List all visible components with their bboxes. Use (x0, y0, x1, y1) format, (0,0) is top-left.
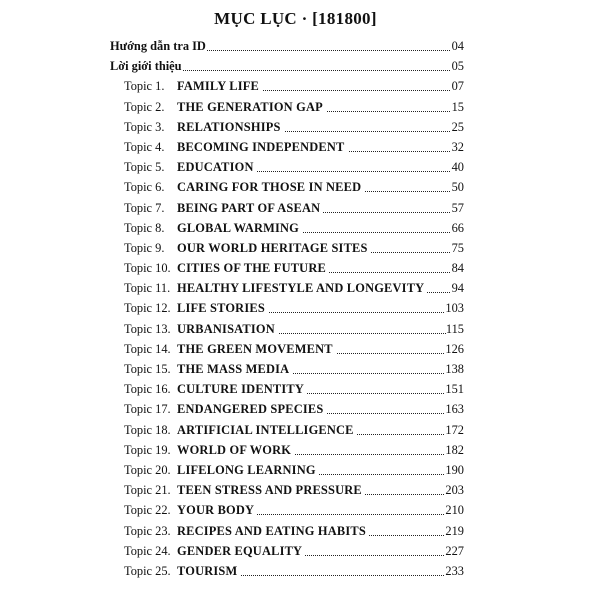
toc-entry-topic[interactable] (0, 278, 591, 298)
toc-entry-topic[interactable] (0, 460, 591, 480)
toc-entry-topic[interactable] (0, 76, 591, 96)
entry-page-number: 190 (445, 460, 464, 480)
entry-page-number: 138 (445, 359, 464, 379)
dot-leader (180, 50, 450, 51)
topic-number: Topic 16. (124, 382, 171, 397)
intro-list (0, 36, 591, 76)
topic-number: Topic 17. (124, 402, 171, 417)
entry-page-number: 05 (452, 56, 464, 76)
toc-entry-topic[interactable] (0, 117, 591, 137)
dot-leader (180, 70, 450, 71)
toc-entry-topic[interactable] (0, 298, 591, 318)
topic-number: Topic 11. (124, 281, 171, 296)
topic-title: ARTIFICIAL INTELLIGENCE (177, 420, 357, 440)
toc-entry-topic[interactable] (0, 339, 591, 359)
toc-entry-topic[interactable] (0, 399, 591, 419)
entry-label: Hướng dẫn tra ID (110, 36, 206, 56)
toc-entry-topic[interactable] (0, 561, 591, 581)
topic-number: Topic 5. (124, 160, 165, 175)
toc-entry-topic[interactable] (0, 420, 591, 440)
topic-number: Topic 19. (124, 442, 171, 457)
topic-number: Topic 12. (124, 301, 171, 316)
entry-page-number: 163 (445, 399, 464, 419)
entry-page-number: 75 (452, 238, 464, 258)
topic-list (0, 76, 591, 581)
entry-page-number: 66 (452, 218, 464, 238)
toc-entry-topic[interactable] (0, 480, 591, 500)
toc-entry-topic[interactable] (0, 359, 591, 379)
page-title: MỤC LỤC · [181800] (214, 9, 377, 28)
entry-page-number: 203 (445, 480, 464, 500)
topic-title: CULTURE IDENTITY (177, 379, 307, 399)
entry-page-number: 210 (445, 500, 464, 520)
topic-title: THE GENERATION GAP (177, 97, 326, 117)
entry-page-number: 151 (445, 379, 464, 399)
topic-title: CARING FOR THOSE IN NEED (177, 177, 364, 197)
topic-number: Topic 25. (124, 563, 171, 578)
toc-entry-guide[interactable] (0, 36, 591, 56)
topic-title: EDUCATION (177, 157, 257, 177)
topic-number: Topic 15. (124, 362, 171, 376)
topic-title: FAMILY LIFE (177, 76, 262, 96)
toc-entry-topic[interactable] (0, 521, 591, 541)
topic-number: Topic 20. (124, 462, 171, 477)
toc-entry-topic[interactable] (0, 137, 591, 157)
entry-page-number: 07 (452, 76, 464, 96)
entry-page-number: 115 (446, 319, 464, 339)
toc-entry-topic[interactable] (0, 541, 591, 561)
topic-number: Topic 21. (124, 483, 171, 498)
topic-title: WORLD OF WORK (177, 440, 294, 460)
toc-entry-topic[interactable] (0, 319, 591, 339)
entry-page-number: 227 (445, 541, 464, 561)
topic-number: Topic 22. (124, 503, 171, 518)
toc-entry-topic[interactable] (0, 218, 591, 238)
topic-title: TOURISM (177, 561, 240, 581)
topic-number: Topic 2. (124, 99, 165, 114)
topic-title: TEEN STRESS AND PRESSURE (177, 480, 365, 500)
entry-page-number: 182 (445, 440, 464, 460)
topic-number: Topic 18. (124, 422, 171, 437)
topic-title: RECIPES AND EATING HABITS (177, 521, 369, 541)
entry-page-number: 219 (445, 521, 464, 541)
toc-entry-topic[interactable] (0, 97, 591, 117)
entry-label: Lời giới thiệu (110, 56, 182, 76)
entry-page-number: 25 (452, 117, 464, 137)
topic-number: Topic 4. (124, 139, 165, 154)
topic-number: Topic 6. (124, 180, 165, 195)
topic-title: OUR WORLD HERITAGE SITES (177, 238, 371, 258)
entry-page-number: 172 (445, 420, 464, 440)
entry-page-number: 50 (452, 177, 464, 197)
entry-page-number: 126 (445, 339, 464, 359)
toc-entry-topic[interactable] (0, 198, 591, 218)
topic-title: GLOBAL WARMING (177, 218, 302, 238)
topic-number: Topic 24. (124, 543, 171, 558)
entry-page-number: 40 (452, 157, 464, 177)
toc-entry-topic[interactable] (0, 157, 591, 177)
entry-page-number: 04 (452, 36, 464, 56)
topic-title: THE MASS MEDIA (177, 359, 292, 379)
topic-title: THE GREEN MOVEMENT (177, 339, 336, 359)
topic-number: Topic 14. (124, 341, 171, 356)
entry-page-number: 233 (445, 561, 464, 581)
topic-title: URBANISATION (177, 319, 278, 339)
topic-number: Topic 10. (124, 261, 171, 276)
toc-entry-topic[interactable] (0, 379, 591, 399)
toc-entry-topic[interactable] (0, 258, 591, 278)
toc-entry-topic[interactable] (0, 238, 591, 258)
entry-page-number: 32 (452, 137, 464, 157)
toc-entry-introduction[interactable] (0, 56, 591, 76)
topic-title: BECOMING INDEPENDENT (177, 137, 348, 157)
topic-number: Topic 9. (124, 240, 165, 255)
topic-title: BEING PART OF ASEAN (177, 198, 323, 218)
toc-entry-topic[interactable] (0, 177, 591, 197)
topic-number: Topic 1. (124, 79, 165, 94)
entry-page-number: 84 (452, 258, 464, 278)
topic-number: Topic 8. (124, 220, 165, 235)
topic-title: YOUR BODY (177, 500, 257, 520)
entry-page-number: 103 (445, 298, 464, 318)
entry-page-number: 57 (452, 198, 464, 218)
topic-title: HEALTHY LIFESTYLE AND LONGEVITY (177, 278, 427, 298)
entry-page-number: 15 (452, 97, 464, 117)
topic-title: ENDANGERED SPECIES (177, 399, 326, 419)
topic-number: Topic 3. (124, 119, 165, 134)
topic-title: GENDER EQUALITY (177, 541, 305, 561)
entry-page-number: 94 (452, 278, 464, 298)
topic-number: Topic 13. (124, 321, 171, 336)
topic-title: LIFELONG LEARNING (177, 460, 319, 480)
topic-number: Topic 7. (124, 200, 165, 215)
table-of-contents (0, 36, 591, 581)
topic-title: LIFE STORIES (177, 298, 268, 318)
toc-entry-topic[interactable] (0, 440, 591, 460)
topic-title: CITIES OF THE FUTURE (177, 258, 329, 278)
topic-number: Topic 23. (124, 523, 171, 538)
topic-title: RELATIONSHIPS (177, 117, 284, 137)
toc-entry-topic[interactable] (0, 500, 591, 520)
